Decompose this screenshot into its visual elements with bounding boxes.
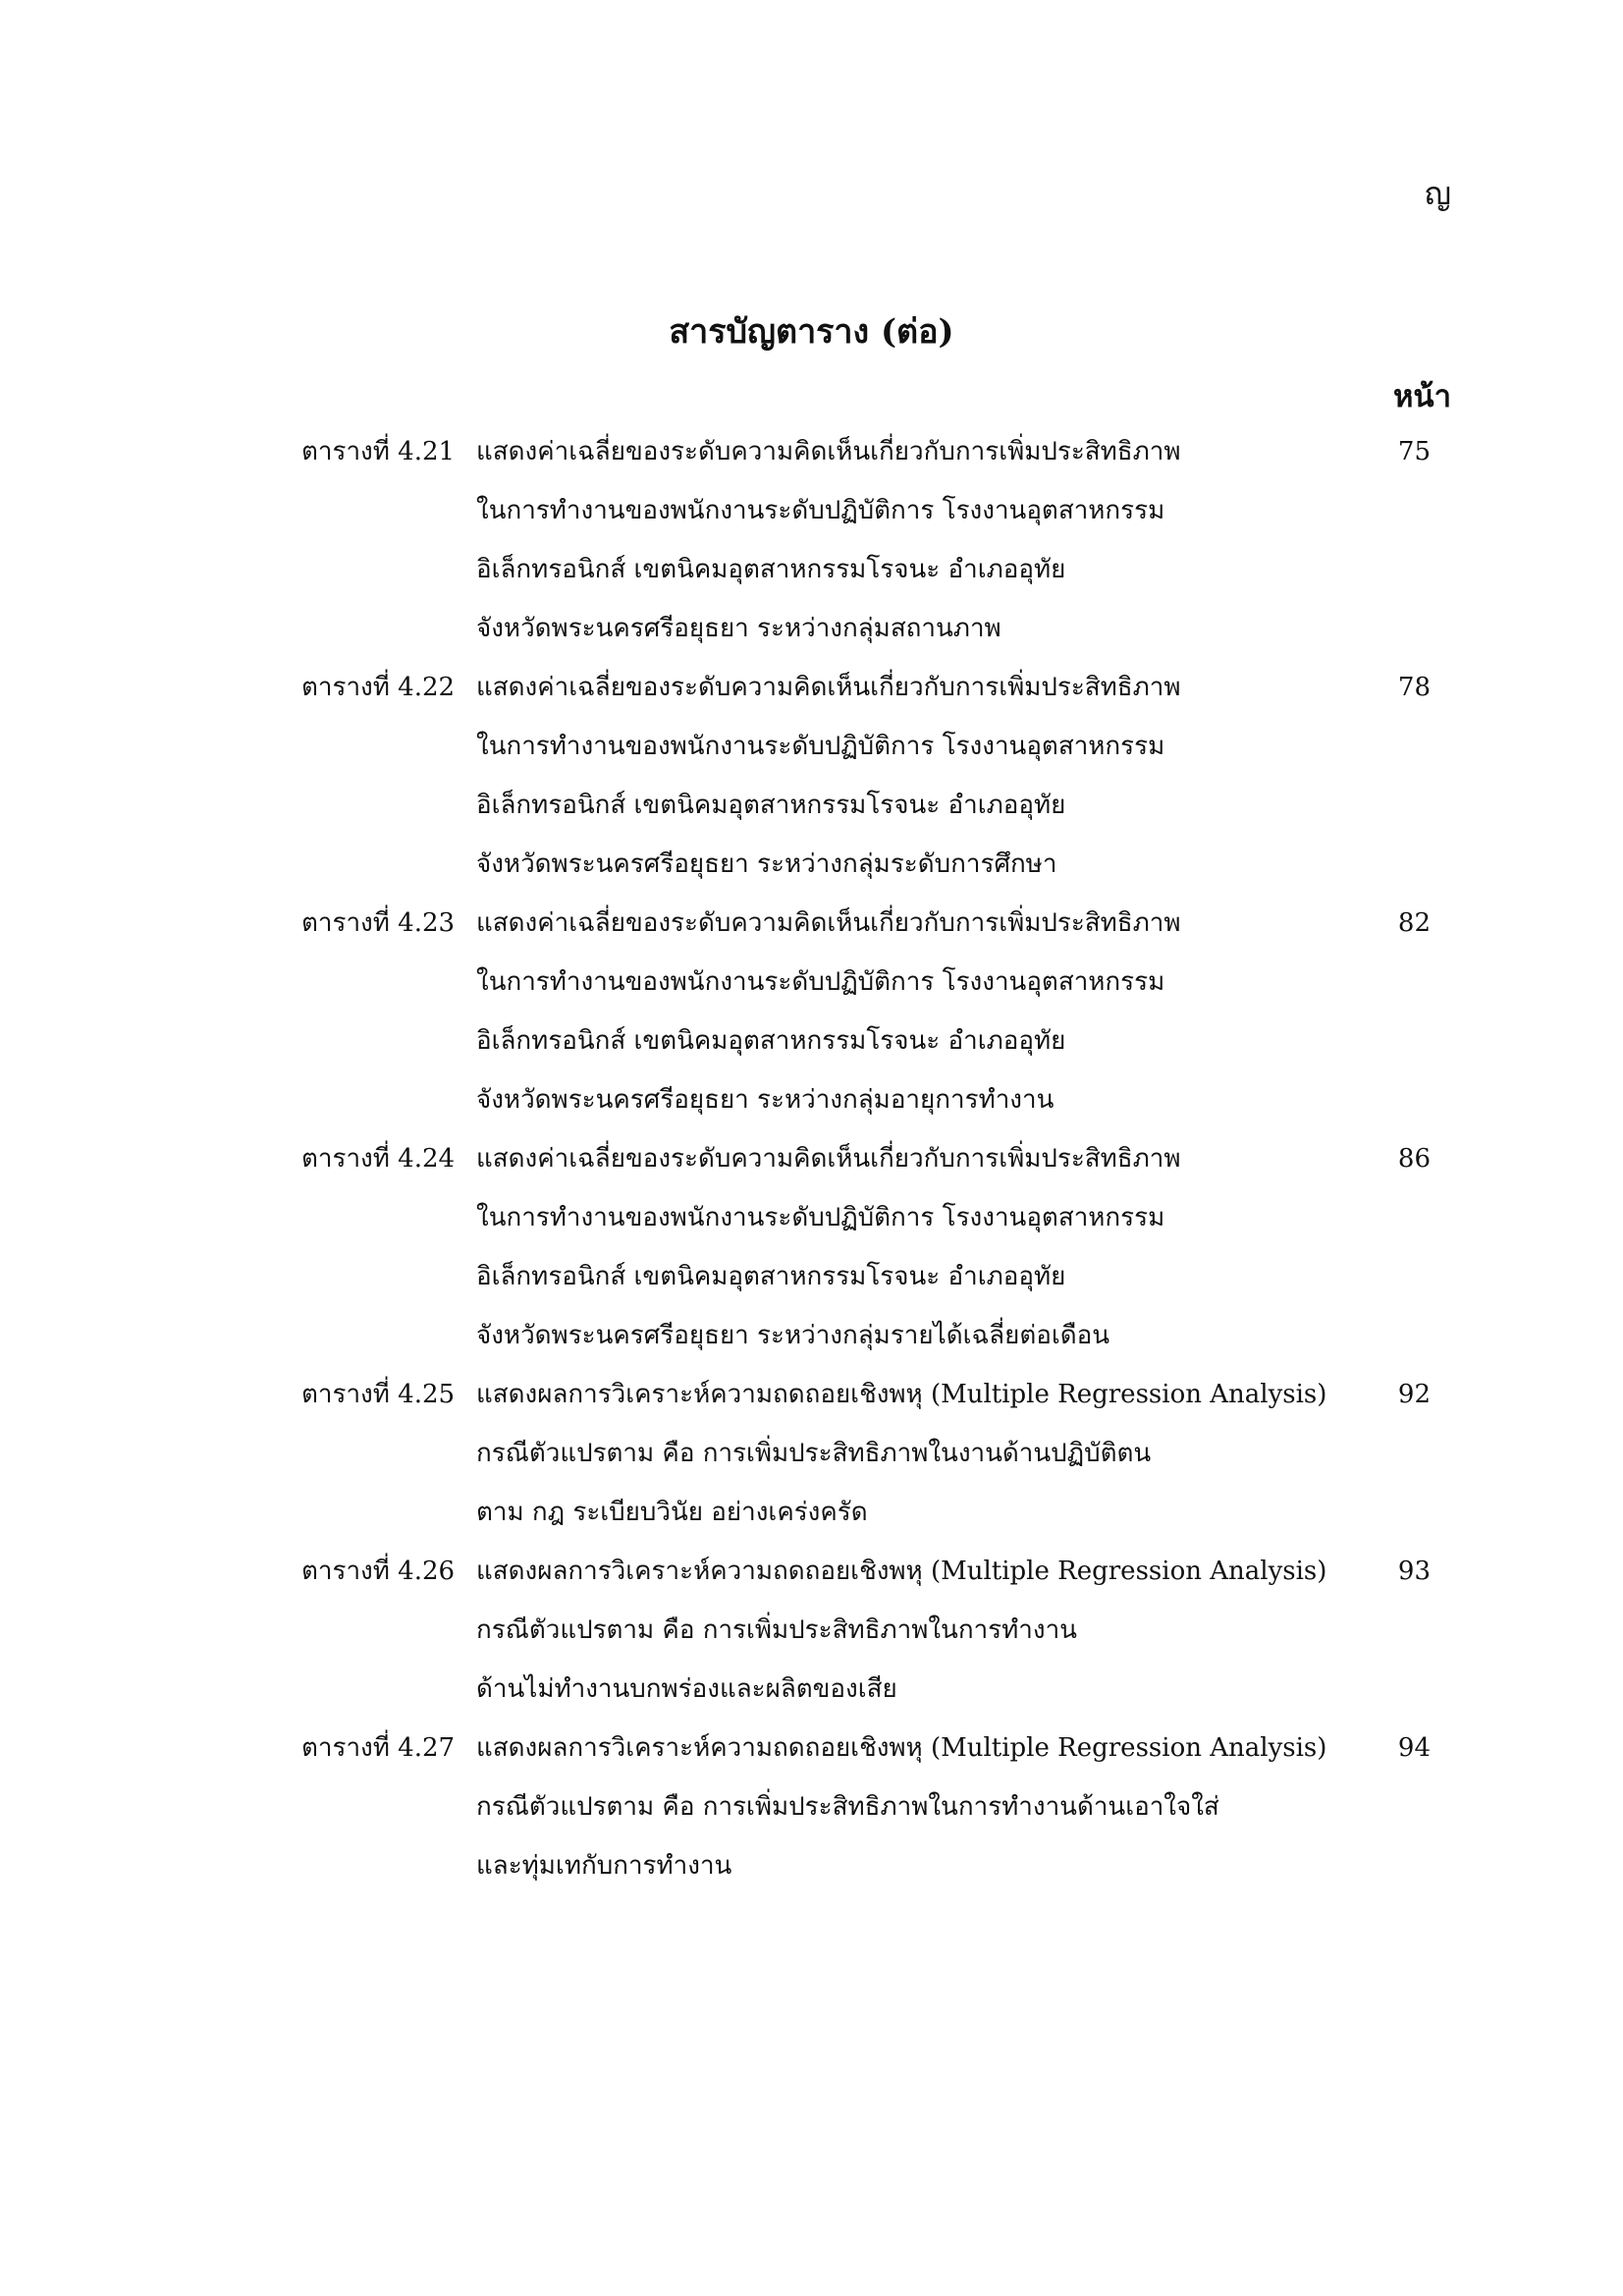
table-of-contents: [301, 422, 1431, 1895]
toc-entry-line: แสดงผลการวิเคราะห์ความถดถอยเชิงพหุ (Multiple Regression Analysis): [476, 1380, 1327, 1409]
toc-entry-description: [476, 1129, 1340, 1365]
toc-entry-line: ในการทำงานของพนักงานระดับปฏิบัติการ โรงงานอุตสาหกรรม: [476, 732, 1165, 761]
toc-entry-line: จังหวัดพระนครศรีอยุธยา ระหว่างกลุ่มรายได้เฉลี่ยต่อเดือน: [476, 1321, 1109, 1350]
toc-entry-page: 75: [1397, 437, 1431, 466]
toc-entry-page: 93: [1397, 1557, 1431, 1586]
toc-entry-line: แสดงค่าเฉลี่ยของระดับความคิดเห็นเกี่ยวกับการเพิ่มประสิทธิภาพ: [476, 437, 1181, 466]
toc-entry-description: [476, 658, 1340, 894]
toc-entry-page: 94: [1397, 1733, 1431, 1763]
toc-entry-line: กรณีตัวแปรตาม คือ การเพิ่มประสิทธิภาพในการทำงาน: [476, 1615, 1077, 1645]
toc-entry-line: ในการทำงานของพนักงานระดับปฏิบัติการ โรงงานอุตสาหกรรม: [476, 1203, 1165, 1232]
toc-entry-line: ในการทำงานของพนักงานระดับปฏิบัติการ โรงงานอุตสาหกรรม: [476, 496, 1165, 525]
toc-entry-label: ตารางที่ 4.25: [301, 1380, 456, 1409]
toc-entry-page: 78: [1397, 673, 1431, 702]
toc-entry: [301, 894, 1431, 1129]
toc-entry: [301, 1719, 1431, 1895]
toc-entry-line: กรณีตัวแปรตาม คือ การเพิ่มประสิทธิภาพในการทำงานด้านเอาใจใส่: [476, 1792, 1219, 1822]
toc-entry-label: ตารางที่ 4.23: [301, 908, 456, 938]
toc-entry-label: ตารางที่ 4.26: [301, 1557, 456, 1586]
toc-entry-line: จังหวัดพระนครศรีอยุธยา ระหว่างกลุ่มสถานภาพ: [476, 614, 1001, 643]
toc-entry: [301, 422, 1431, 658]
toc-entry: [301, 1365, 1431, 1542]
toc-entry-line: แสดงผลการวิเคราะห์ความถดถอยเชิงพหุ (Multiple Regression Analysis): [476, 1733, 1327, 1763]
toc-entry-label: ตารางที่ 4.27: [301, 1733, 456, 1763]
toc-entry-line: กรณีตัวแปรตาม คือ การเพิ่มประสิทธิภาพในงานด้านปฏิบัติตน: [476, 1439, 1152, 1468]
toc-entry-line: แสดงค่าเฉลี่ยของระดับความคิดเห็นเกี่ยวกับการเพิ่มประสิทธิภาพ: [476, 908, 1181, 938]
toc-entry-line: จังหวัดพระนครศรีอยุธยา ระหว่างกลุ่มอายุการทำงาน: [476, 1085, 1055, 1115]
toc-entry-page: 92: [1397, 1380, 1431, 1409]
toc-entry-line: ในการทำงานของพนักงานระดับปฏิบัติการ โรงงานอุตสาหกรรม: [476, 967, 1165, 997]
toc-entry: [301, 1129, 1431, 1365]
toc-entry-label: ตารางที่ 4.22: [301, 673, 456, 702]
toc-entry-line: แสดงค่าเฉลี่ยของระดับความคิดเห็นเกี่ยวกับการเพิ่มประสิทธิภาพ: [476, 1144, 1181, 1174]
toc-entry-label: ตารางที่ 4.24: [301, 1144, 456, 1174]
toc-entry: [301, 658, 1431, 894]
toc-entry-line: อิเล็กทรอนิกส์ เขตนิคมอุตสาหกรรมโรจนะ อำเภออุทัย: [476, 555, 1066, 584]
toc-entry-page: 86: [1397, 1144, 1431, 1174]
toc-entry-description: [476, 422, 1340, 658]
page-number: ญ: [1424, 175, 1451, 212]
toc-entry-page: 82: [1397, 908, 1431, 938]
toc-entry-description: [476, 1542, 1340, 1719]
toc-entry-description: [476, 894, 1340, 1129]
toc-entry-line: อิเล็กทรอนิกส์ เขตนิคมอุตสาหกรรมโรจนะ อำเภออุทัย: [476, 1026, 1066, 1056]
page-title: สารบัญตาราง (ต่อ): [669, 312, 954, 352]
toc-entry-line: ตาม กฎ ระเบียบวินัย อย่างเคร่งครัด: [476, 1498, 868, 1527]
page-column-header: หน้า: [1392, 379, 1451, 414]
toc-entry-line: อิเล็กทรอนิกส์ เขตนิคมอุตสาหกรรมโรจนะ อำเภออุทัย: [476, 791, 1066, 820]
toc-entry-description: [476, 1365, 1340, 1542]
toc-entry: [301, 1542, 1431, 1719]
toc-entry-description: [476, 1719, 1340, 1895]
toc-entry-line: และทุ่มเทกับการทำงาน: [476, 1851, 732, 1881]
toc-entry-line: แสดงผลการวิเคราะห์ความถดถอยเชิงพหุ (Multiple Regression Analysis): [476, 1557, 1327, 1586]
toc-entry-line: ด้านไม่ทำงานบกพร่องและผลิตของเสีย: [476, 1674, 897, 1704]
toc-entry-line: แสดงค่าเฉลี่ยของระดับความคิดเห็นเกี่ยวกับการเพิ่มประสิทธิภาพ: [476, 673, 1181, 702]
toc-entry-line: จังหวัดพระนครศรีอยุธยา ระหว่างกลุ่มระดับการศึกษา: [476, 849, 1057, 879]
toc-entry-label: ตารางที่ 4.21: [301, 437, 456, 466]
toc-entry-line: อิเล็กทรอนิกส์ เขตนิคมอุตสาหกรรมโรจนะ อำเภออุทัย: [476, 1262, 1066, 1291]
